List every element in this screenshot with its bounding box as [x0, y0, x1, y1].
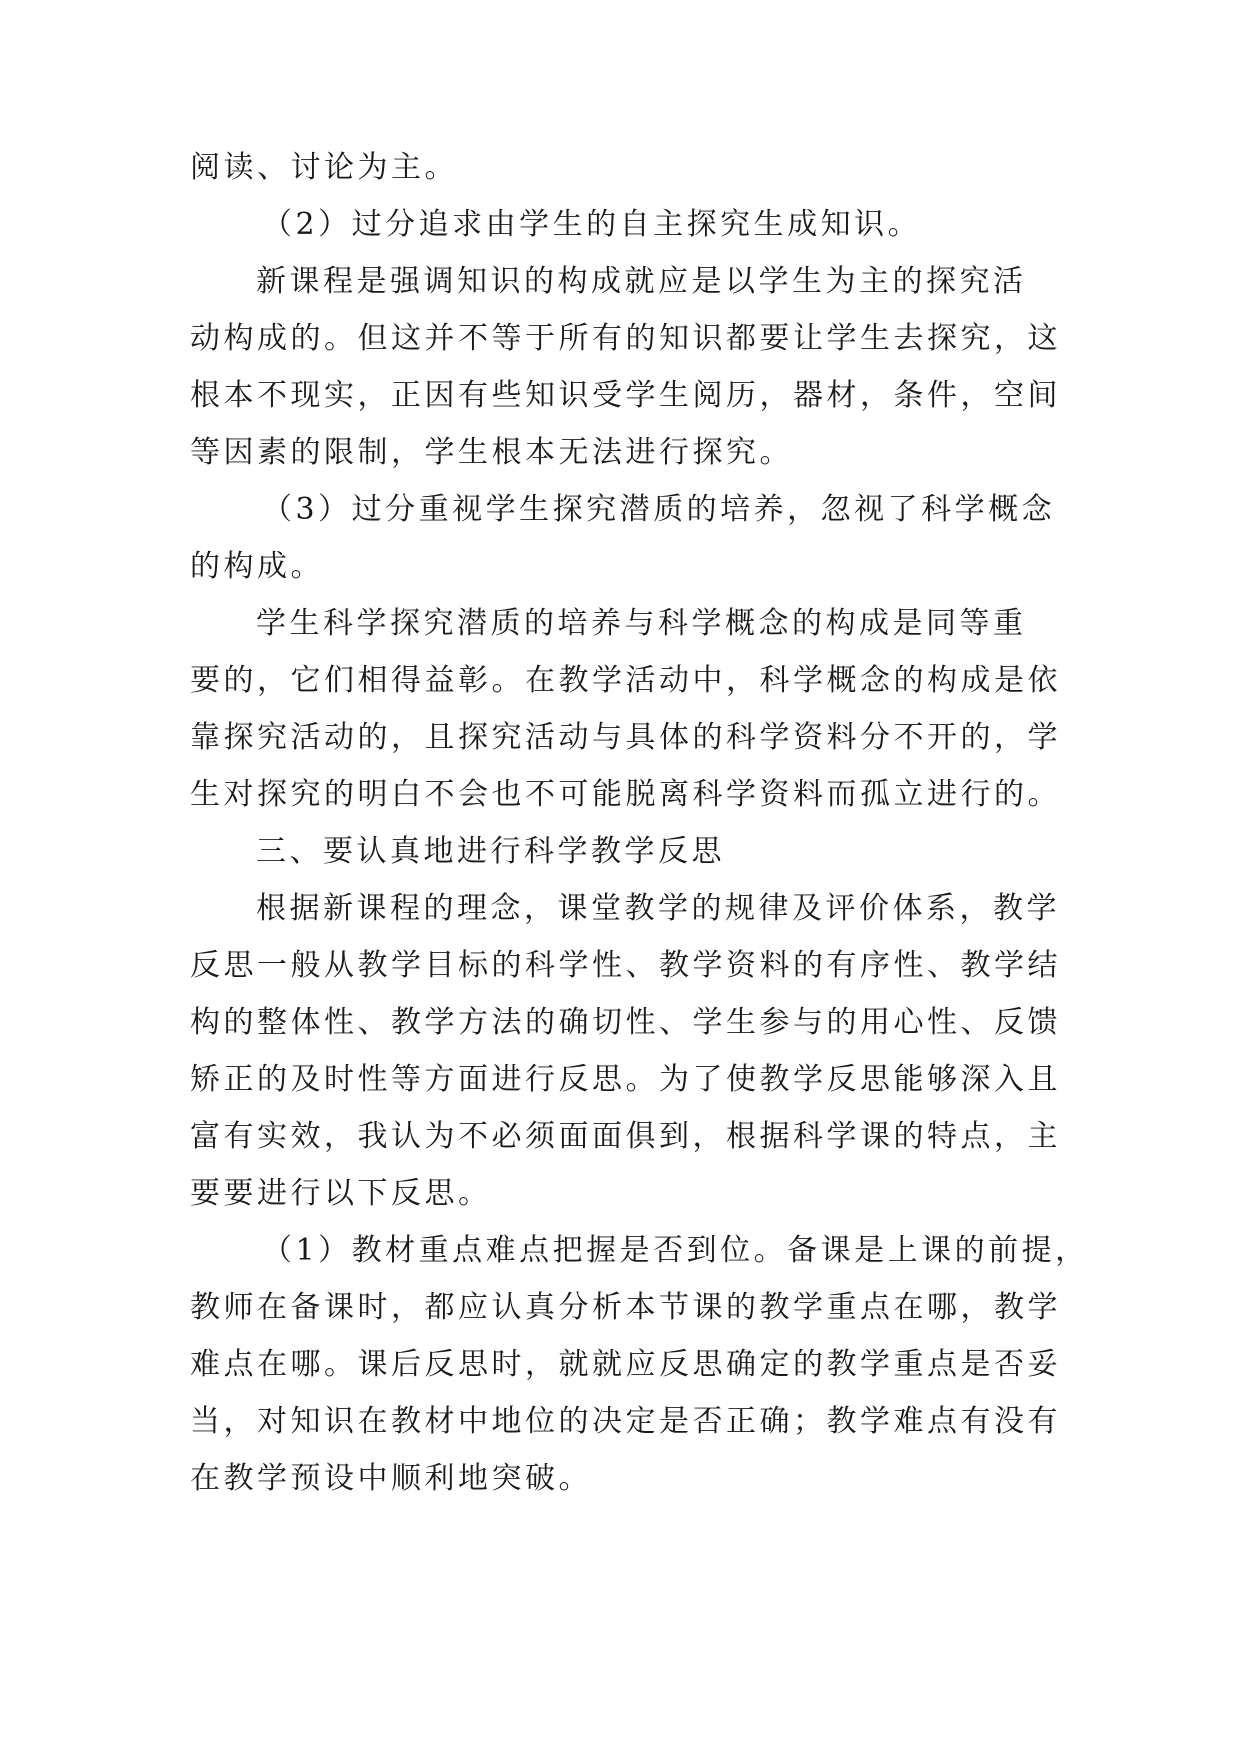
- text-line: 的构成。: [190, 549, 324, 584]
- text-line: 反思一般从教学目标的科学性、教学资料的有序性、教学结: [190, 948, 1061, 983]
- text-line: 当，对知识在教材中地位的决定是否正确；教学难点有没有: [190, 1404, 1061, 1439]
- text-line: 靠探究活动的，且探究活动与具体的科学资料分不开的，学: [190, 720, 1061, 755]
- text-line: 在教学预设中顺利地突破。: [190, 1461, 592, 1496]
- text-line: 要的，它们相得益彰。在教学活动中，科学概念的构成是依: [190, 663, 1061, 698]
- text-line: 阅读、讨论为主。: [190, 150, 458, 185]
- text-line: （1）教材重点难点把握是否到位。备课是上课的前提，: [262, 1233, 1089, 1268]
- text-line: （2）过分追求由学生的自主探究生成知识。: [262, 207, 922, 242]
- text-line: 矫正的及时性等方面进行反思。为了使教学反思能够深入且: [190, 1062, 1061, 1097]
- text-line: （3）过分重视学生探究潜质的培养，忽视了科学概念: [262, 492, 1056, 527]
- text-line: 等因素的限制，学生根本无法进行探究。: [190, 435, 793, 470]
- text-line: 动构成的。但这并不等于所有的知识都要让学生去探究，这: [190, 321, 1061, 356]
- section-heading: 三、要认真地进行科学教学反思: [256, 834, 725, 869]
- text-line: 根本不现实，正因有些知识受学生阅历，器材，条件，空间: [190, 378, 1061, 413]
- text-line: 难点在哪。课后反思时，就就应反思确定的教学重点是否妥: [190, 1347, 1061, 1382]
- text-line: 根据新课程的理念，课堂教学的规律及评价体系，教学: [256, 891, 1060, 926]
- text-line: 学生科学探究潜质的培养与科学概念的构成是同等重: [256, 606, 1027, 641]
- text-line: 富有实效，我认为不必须面面俱到，根据科学课的特点，主: [190, 1119, 1061, 1154]
- text-line: 新课程是强调知识的构成就应是以学生为主的探究活: [256, 264, 1027, 299]
- text-line: 构的整体性、教学方法的确切性、学生参与的用心性、反馈: [190, 1005, 1061, 1040]
- text-line: 要要进行以下反思。: [190, 1176, 492, 1211]
- text-line: 教师在备课时，都应认真分析本节课的教学重点在哪，教学: [190, 1290, 1061, 1325]
- text-line: 生对探究的明白不会也不可能脱离科学资料而孤立进行的。: [190, 777, 1061, 812]
